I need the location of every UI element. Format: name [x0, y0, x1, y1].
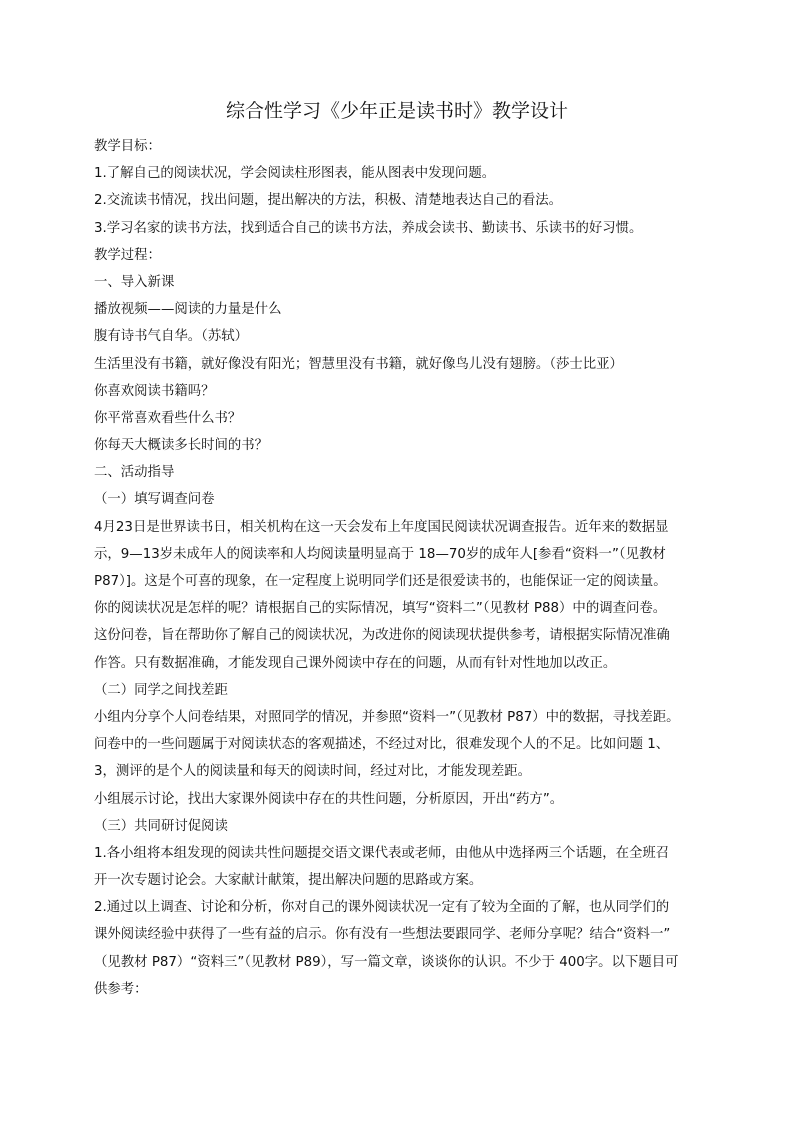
paragraph-line: 课外阅读经验中获得了一些有益的启示。你有没有一些想法要跟同学、老师分享呢？结合“资料一” — [94, 927, 671, 943]
paragraph-line: 小组展示讨论，找出大家课外阅读中存在的共性问题，分析原因，开出“药方”。 — [94, 791, 564, 807]
document-title: 综合性学习《少年正是读书时》教学设计 — [225, 100, 568, 122]
paragraph-line: 这份问卷，旨在帮助你了解自己的阅读状况，为改进你的阅读现状提供参考，请根据实际情况准确 — [94, 628, 670, 644]
paragraph-line: （见教材 P87）“资料三”（见教材 P89），写一篇文章，谈谈你的认识。不少于 400字。以下题目可 — [94, 954, 679, 970]
paragraph-line: 2.通过以上调查、讨论和分析，你对自己的课外阅读状况一定有了较为全面的了解，也从同学们的 — [94, 900, 670, 916]
paragraph-line: 播放视频——阅读的力量是什么 — [94, 302, 282, 318]
paragraph-line: 1.了解自己的阅读状况，学会阅读柱形图表，能从图表中发现问题。 — [94, 166, 496, 182]
paragraph-line: 你的阅读状况是怎样的呢？请根据自己的实际情况，填写“资料二”（见教材 P88）中的调查问卷。 — [94, 601, 667, 617]
paragraph-line: 教学过程： — [94, 247, 161, 263]
paragraph-line: 2.交流读书情况，找出问题，提出解决的方法，积极、清楚地表达自己的看法。 — [94, 193, 563, 209]
paragraph-line: 作答。只有数据准确，才能发现自己课外阅读中存在的问题，从而有针对性地加以改正。 — [94, 655, 617, 671]
paragraph-line: 教学目标： — [94, 139, 161, 154]
paragraph-line: 示，9—13岁未成年人的阅读率和人均阅读量明显高于 18—70岁的成年人[参看“资料一”（见教材 — [94, 546, 666, 562]
paragraph-line: （一）填写调查问卷 — [94, 492, 215, 508]
paragraph-line: P87）]。这是个可喜的现象，在一定程度上说明同学们还是很爱读书的，也能保证一定的阅读量。 — [94, 574, 667, 589]
paragraph-line: 你平常喜欢看些什么书？ — [94, 410, 242, 426]
paragraph-line: 3.学习名家的读书方法，找到适合自己的读书方法，养成会读书、勤读书、乐读书的好习惯。 — [94, 220, 643, 236]
paragraph-line: （二）同学之间找差距 — [94, 682, 228, 698]
paragraph-line: 腹有诗书气自华。（苏轼） — [94, 329, 248, 345]
paragraph-line: 4月23日是世界读书日，相关机构在这一天会发布上年度国民阅读状况调查报告。近年来的数据显 — [94, 519, 669, 535]
paragraph-line: 生活里没有书籍，就好像没有阳光；智慧里没有书籍，就好像鸟儿没有翅膀。（莎士比亚） — [94, 356, 623, 372]
paragraph-line: 一、导入新课 — [94, 274, 175, 290]
paragraph-line: 你喜欢阅读书籍吗？ — [94, 383, 215, 399]
paragraph-line: （三）共同研讨促阅读 — [94, 818, 228, 834]
document-body — [94, 133, 706, 1003]
paragraph-line: 供参考： — [94, 981, 148, 997]
paragraph-line: 二、活动指导 — [94, 465, 175, 481]
paragraph-line: 问卷中的一些问题属于对阅读状态的客观描述，不经过对比，很难发现个人的不足。比如问题 1、 — [94, 737, 670, 753]
paragraph-line: 小组内分享个人问卷结果，对照同学的情况，并参照“资料一”（见教材 P87）中的数据，寻找差距。 — [94, 709, 680, 725]
paragraph-line: 3，测评的是个人的阅读量和每天的阅读时间，经过对比，才能发现差距。 — [94, 764, 532, 780]
paragraph-line: 开一次专题讨论会。大家献计献策，提出解决问题的思路或方案。 — [94, 873, 483, 889]
paragraph-line: 1.各小组将本组发现的阅读共性问题提交语文课代表或老师，由他从中选择两三个话题，在全班召 — [94, 845, 670, 861]
paragraph-line: 你每天大概读多长时间的书？ — [94, 438, 269, 454]
